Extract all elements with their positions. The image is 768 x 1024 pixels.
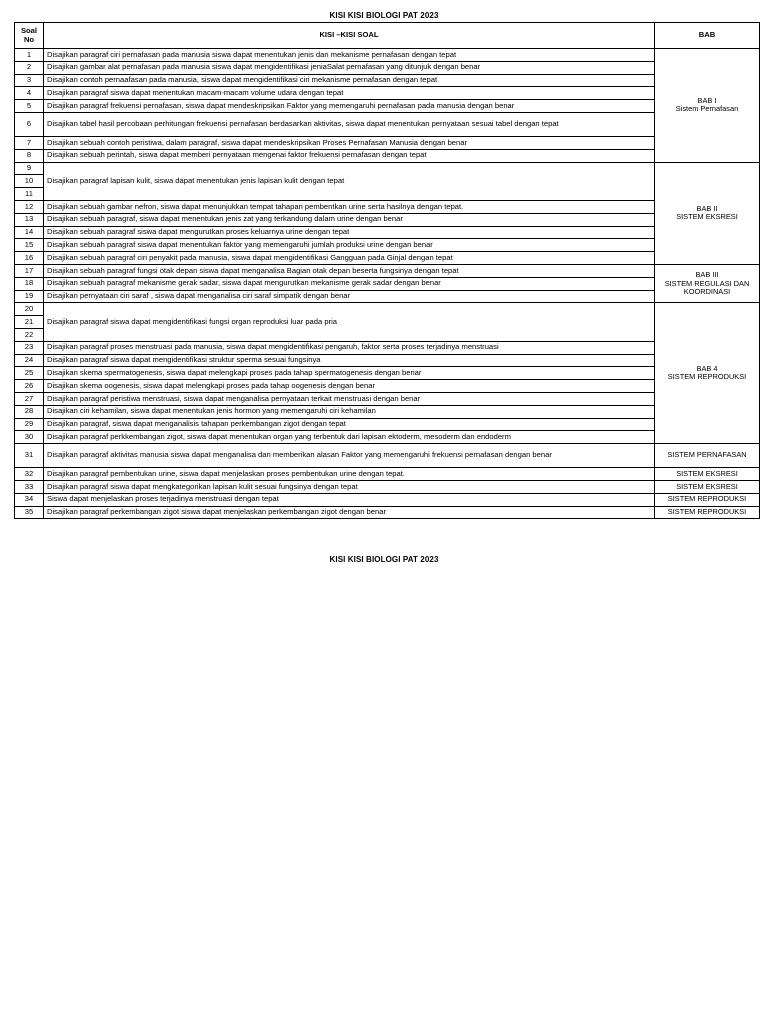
kisi-text: Disajikan paragraf, siswa dapat menganalisis tahapan perkembangan zigot dengan tepat [44,418,655,431]
soal-no: 35 [15,506,44,519]
kisi-text: Disajikan sebuah paragraf mekanisme gerak sadar, siswa dapat mengurutkan mekanisme gerak sadar dengan benar [44,277,655,290]
bab-cell-33: SISTEM EKSRESI [655,480,760,493]
soal-no: 30 [15,431,44,444]
kisi-text: Disajikan paragraf aktivitas manusia siswa dapat menganalisa dan memberikan alasan Faktor yang memengaruhi frekuensi pernafasan dengan benar [44,444,655,468]
bab-name: Sistem Pernafasan [675,104,739,114]
bab-cell-32: SISTEM EKSRESI [655,468,760,481]
soal-no: 32 [15,468,44,481]
soal-no: 8 [15,149,44,162]
soal-no: 28 [15,405,44,418]
soal-no: 16 [15,252,44,265]
kisi-text: Disajikan paragraf ciri pernafasan pada manusia siswa dapat menentukan jenis dan mekanisme pernafasan dengan tepat [44,49,655,62]
kisi-text: Disajikan paragraf lapisan kulit, siswa dapat menentukan jenis lapisan kulit dengan tepat [44,162,655,200]
kisi-text: Disajikan paragraf siswa dapat mengkategorikan lapisan kulit sesuai fungsinya dengan tepat [44,480,655,493]
table-row [15,162,760,175]
kisi-text: Disajikan paragraf siswa dapat mengidentifikasi struktur sperma sesuai fungsinya [44,354,655,367]
soal-no: 17 [15,264,44,277]
table-row [15,239,760,252]
kisi-text: Disajikan sebuah paragraf ciri penyakit pada manusia, siswa dapat mengidentifikasi Gangguan pada Ginjal dengan tepat [44,252,655,265]
soal-no: 23 [15,341,44,354]
kisi-text: Disajikan paragraf perkembangan zigot siswa dapat menjelaskan perkembangan zigot dengan benar [44,506,655,519]
soal-no: 5 [15,100,44,113]
bab-number: BAB I [697,96,717,105]
table-row [15,87,760,100]
table-row [15,480,760,493]
kisi-text: Disajikan gambar alat pernafasan pada manusia siswa dapat mengidentifikasi jeniaSalat pernafasan yang ditunjuk dengan benar [44,61,655,74]
soal-no: 27 [15,392,44,405]
soal-no: 21 [15,316,44,329]
kisi-text: Disajikan contoh pernaafasan pada manusia, siswa dapat mengidentifikasi ciri mekanisme pernafasan dengan tepat [44,74,655,87]
kisi-text: Disajikan paragraf peristiwa menstruasi, siswa dapat menganalisa pernyataan terkait menstruasi dengan benar [44,392,655,405]
soal-no: 15 [15,239,44,252]
kisi-text: Disajikan paragraf proses menstruasi pada manusia, siswa dapat mengidentifikasi pengaruh, faktor serta proses terjadinya menstruasi [44,341,655,354]
bab-name: SISTEM EKSRESI [676,212,738,222]
header-kisi-soal: KISI –KISI SOAL [44,23,655,49]
soal-no: 1 [15,49,44,62]
kisi-text: Disajikan paragraf frekuensi pernafasan, siswa dapat mendeskripsikan Faktor yang memengaruhi pernafasan pada manusia dengan benar [44,100,655,113]
bab-cell-34: SISTEM REPRODUKSI [655,493,760,506]
kisi-text: Disajikan sebuah paragraf siswa dapat mengurutkan proses keluarnya urine dengan tepat [44,226,655,239]
kisi-text: Disajikan sebuah paragraf, siswa dapat menentukan jenis zat yang terkandung dalam urine dengan benar [44,213,655,226]
table-row [15,112,760,136]
kisi-text: Disajikan sebuah paragraf fungsi otak depan siswa dapat menganalisa Bagian otak depan beserta fungsinya dengan tepat [44,264,655,277]
table-row [15,213,760,226]
bab-name: SISTEM REGULASI DAN KOORDINASI [664,278,750,296]
soal-no: 10 [15,175,44,188]
table-row [15,277,760,290]
kisi-text: Disajikan skema oogenesis, siswa dapat melengkapi proses pada tahap oogenesis dengan benar [44,380,655,393]
soal-no: 11 [15,188,44,201]
bab-cell-31: SISTEM PERNAFASAN [655,444,760,468]
soal-no: 14 [15,226,44,239]
table-row [15,100,760,113]
soal-no: 31 [15,444,44,468]
table-row [15,200,760,213]
soal-no: 2 [15,61,44,74]
bab-cell-35: SISTEM REPRODUKSI [655,506,760,519]
kisi-text: Disajikan paragraf perkkembangan zigot, siswa dapat menentukan organ yang terbentuk dari lapisan ektoderm, mesoderm dan endoderm [44,431,655,444]
document-title: KISI KISI BIOLOGI PAT 2023 [329,11,439,20]
bab-number: BAB II [696,203,718,213]
table-row [15,226,760,239]
soal-no: 18 [15,277,44,290]
soal-no: 7 [15,136,44,149]
kisi-text: Disajikan paragraf pembentukan urine, siswa dapat menjelaskan proses pembentukan urine dengan tepat. [44,468,655,481]
table-row [15,61,760,74]
table-row [15,444,760,468]
table-header-row [15,23,760,49]
table-row [15,380,760,393]
header-soal-no: Soal No [15,23,44,49]
kisi-text: Disajikan ciri kehamilan, siswa dapat menentukan jenis hormon yang memengaruhi ciri kehamilan [44,405,655,418]
soal-no: 9 [15,162,44,175]
kisi-text: Disajikan sebuah paragraf siswa dapat menentukan faktor yang memengaruhi jumlah produksi urine dengan benar [44,239,655,252]
bab-cell-3 [655,264,760,302]
soal-no: 12 [15,200,44,213]
kisi-text: Disajikan skema spermatogenesis, siswa dapat melengkapi proses pada tahap spermatogenesis dengan benar [44,367,655,380]
bab-name: SISTEM REPRODUKSI [667,372,747,382]
table-row [15,493,760,506]
kisi-text: Disajikan sebuah gambar nefron, siswa dapat menunjukkan tempat tahapan pembentkan urine serta hasilnya dengan tepat. [44,200,655,213]
soal-no: 3 [15,74,44,87]
bab-number: BAB III [695,270,719,280]
soal-no: 19 [15,290,44,303]
soal-no: 24 [15,354,44,367]
table-row [15,341,760,354]
table-row [15,264,760,277]
soal-no: 22 [15,328,44,341]
soal-no: 13 [15,213,44,226]
table-row [15,303,760,316]
kisi-table [14,22,760,519]
table-row [15,149,760,162]
table-row [15,431,760,444]
soal-no: 6 [15,112,44,136]
soal-no: 29 [15,418,44,431]
table-row [15,405,760,418]
kisi-text: Disajikan paragraf siswa dapat menentukan macam-macam volume udara dengan tepat [44,87,655,100]
soal-no: 4 [15,87,44,100]
soal-no: 33 [15,480,44,493]
kisi-text: Siswa dapat menjelaskan proses terjadinya menstruasi dengan tepat [44,493,655,506]
table-row [15,392,760,405]
table-row [15,252,760,265]
bab-cell-2 [655,162,760,264]
table-row [15,136,760,149]
kisi-text: Disajikan pernyataan ciri saraf , siswa dapat menganalisa ciri saraf simpatik dengan benar [44,290,655,303]
table-row [15,418,760,431]
soal-no: 25 [15,367,44,380]
soal-no: 20 [15,303,44,316]
kisi-text: Disajikan sebuah perintah, siswa dapat memberi pernyataan mengenai faktor frekuensi pernafasan dengan tepat [44,149,655,162]
bab-cell-4 [655,303,760,444]
table-row [15,74,760,87]
soal-no: 34 [15,493,44,506]
kisi-text: Disajikan paragraf siswa dapat mengidentifikasi fungsi organ reproduksi luar pada pria [44,303,655,341]
table-row [15,367,760,380]
bab-number: BAB 4 [696,363,718,373]
bab-cell-1 [655,49,760,163]
kisi-text: Disajikan tabel hasil percobaan perhitungan frekuensi pernafasan berdasarkan aktivitas, siswa dapat menentukan pernyataan sesuai tabel dengan tepat [44,112,655,136]
kisi-text: Disajikan sebuah contoh peristiwa, dalam paragraf, siswa dapat mendeskripsikan Proses Pernafasan Manusia dengan benar [44,136,655,149]
table-row [15,354,760,367]
table-row [15,49,760,62]
table-row [15,468,760,481]
table-row [15,290,760,303]
document-title-repeat: KISI KISI BIOLOGI PAT 2023 [329,555,439,564]
table-row [15,506,760,519]
header-bab: BAB [655,23,760,49]
soal-no: 26 [15,380,44,393]
